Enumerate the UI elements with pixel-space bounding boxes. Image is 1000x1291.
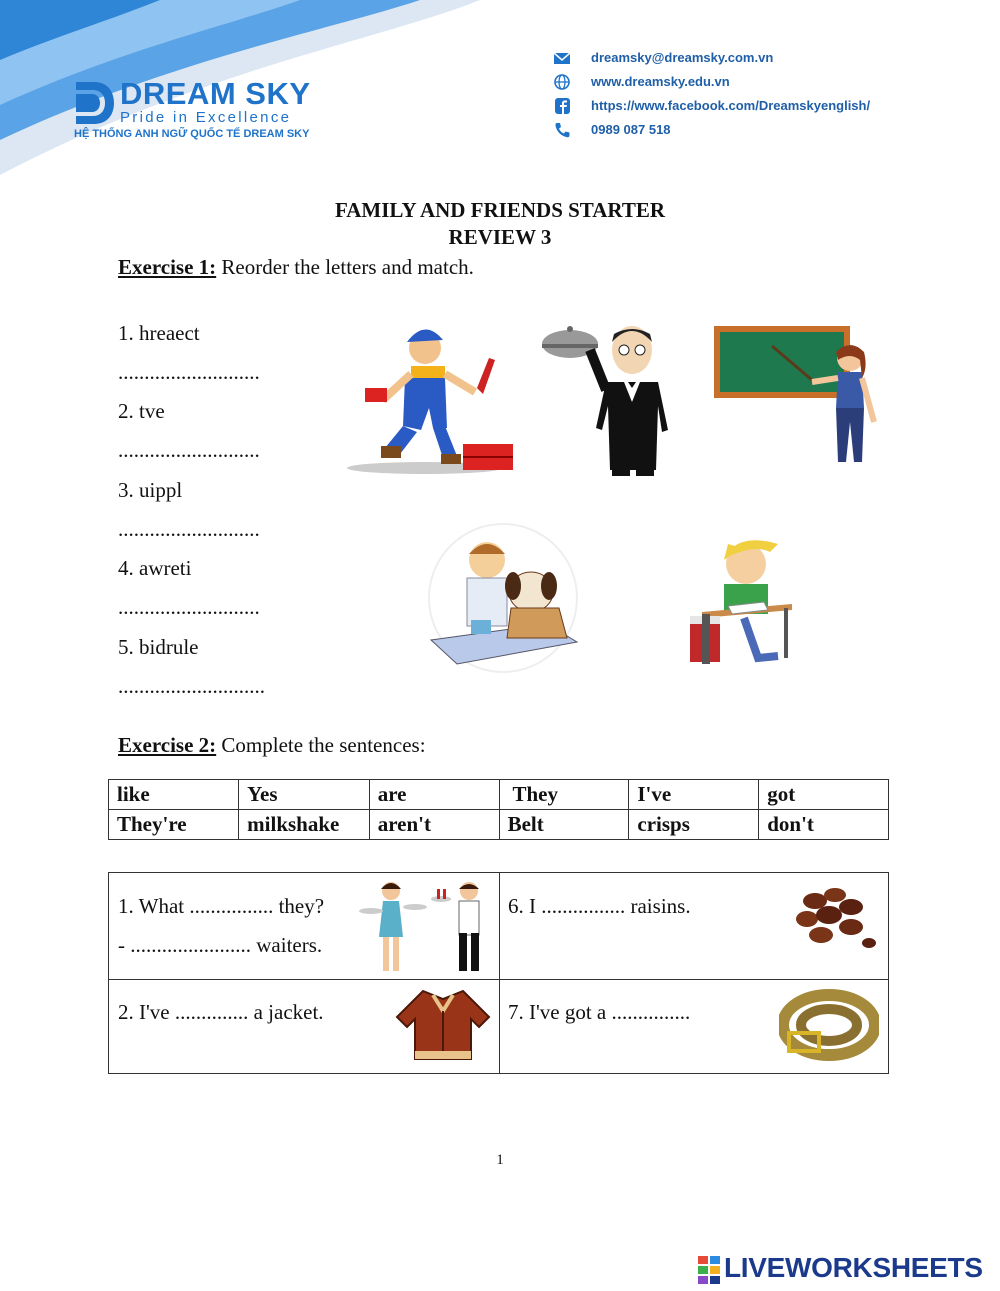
word-bank-row xyxy=(109,810,889,840)
liveworksheets-brand: LIVEWORKSHEETS xyxy=(724,1252,983,1283)
ex1-item-2: 2. tve xyxy=(118,399,165,423)
word-cell: aren't xyxy=(369,810,499,840)
ex1-answer-1[interactable]: ........................... xyxy=(118,360,260,384)
logo-system-name: HỆ THỐNG ANH NGỮ QUỐC TẾ DREAM SKY xyxy=(74,128,310,140)
ex1-answer-4[interactable]: ........................... xyxy=(118,595,260,619)
ex1-answer-2[interactable]: ........................... xyxy=(118,438,260,462)
contact-phone-text: 0989 087 518 xyxy=(591,122,671,138)
facebook-icon xyxy=(553,98,571,114)
word-cell: They're xyxy=(109,810,239,840)
page-subtitle: REVIEW 3 xyxy=(448,225,552,249)
sentences-table xyxy=(108,872,889,1074)
pupil-picture[interactable] xyxy=(688,530,792,668)
contact-website-text: www.dreamsky.edu.vn xyxy=(591,74,730,90)
page-title: FAMILY AND FRIENDS STARTER xyxy=(334,198,666,222)
ex1-item-4: 4. awreti xyxy=(118,556,192,580)
word-cell: got xyxy=(759,780,889,810)
contact-website[interactable] xyxy=(553,73,730,90)
table-divider xyxy=(499,873,500,1073)
word-cell: I've xyxy=(629,780,759,810)
ex1-answer-5[interactable]: ............................ xyxy=(118,674,265,698)
word-cell: are xyxy=(369,780,499,810)
builder-picture[interactable] xyxy=(345,318,517,478)
contact-facebook[interactable] xyxy=(553,97,870,114)
table-divider xyxy=(109,979,888,980)
logo-slogan: Pride in Excellence xyxy=(120,109,292,126)
sentence-1-answer[interactable]: - ....................... waiters. xyxy=(118,933,323,957)
ex1-item-1: 1. hreaect xyxy=(118,321,200,345)
contact-phone[interactable] xyxy=(553,121,671,138)
waiter-picture[interactable] xyxy=(540,320,682,482)
word-cell: crisps xyxy=(629,810,759,840)
sentence-7[interactable]: 7. I've got a ............... xyxy=(508,1000,691,1024)
vet-picture[interactable] xyxy=(427,520,579,676)
ex1-item-3: 3. uippl xyxy=(118,478,183,502)
ex1-item-5: 5. bidrule xyxy=(118,635,199,659)
exercise2-heading xyxy=(118,733,426,758)
raisins-picture xyxy=(785,881,879,957)
word-cell: don't xyxy=(759,810,889,840)
word-cell: like xyxy=(109,780,239,810)
word-cell: They xyxy=(499,780,629,810)
page-number: 1 xyxy=(496,1152,504,1168)
word-cell: Yes xyxy=(239,780,370,810)
phone-icon xyxy=(553,122,571,138)
word-cell: Belt xyxy=(499,810,629,840)
contact-facebook-text: https://www.facebook.com/Dreamskyenglish/ xyxy=(591,98,871,114)
globe-icon xyxy=(553,74,571,90)
contact-email-text: dreamsky@dreamsky.com.vn xyxy=(591,50,774,66)
belt-picture xyxy=(779,987,879,1063)
word-bank-table xyxy=(108,779,889,840)
word-bank-row xyxy=(109,780,889,810)
ex1-answer-3[interactable]: ........................... xyxy=(118,517,260,541)
teacher-picture[interactable] xyxy=(712,322,880,476)
mail-icon xyxy=(553,50,571,66)
liveworksheets-logo-icon xyxy=(698,1254,722,1286)
sentence-2[interactable]: 2. I've .............. a jacket. xyxy=(118,1000,324,1024)
waiters-picture xyxy=(359,877,495,975)
exercise1-heading xyxy=(118,255,474,280)
exercise2-label: Exercise 2: xyxy=(118,733,217,757)
jacket-picture xyxy=(393,987,493,1063)
sentence-1-question[interactable]: 1. What ................ they? xyxy=(118,894,325,918)
exercise1-instruction: Reorder the letters and match. xyxy=(216,255,474,279)
exercise2-instruction: Complete the sentences: xyxy=(216,733,426,757)
logo-name: DREAM SKY xyxy=(120,76,311,111)
sentence-6[interactable]: 6. I ................ raisins. xyxy=(508,894,691,918)
contact-email[interactable] xyxy=(553,49,773,66)
word-cell: milkshake xyxy=(239,810,370,840)
dream-sky-logo-icon xyxy=(72,80,116,126)
exercise1-label: Exercise 1: xyxy=(118,255,217,279)
